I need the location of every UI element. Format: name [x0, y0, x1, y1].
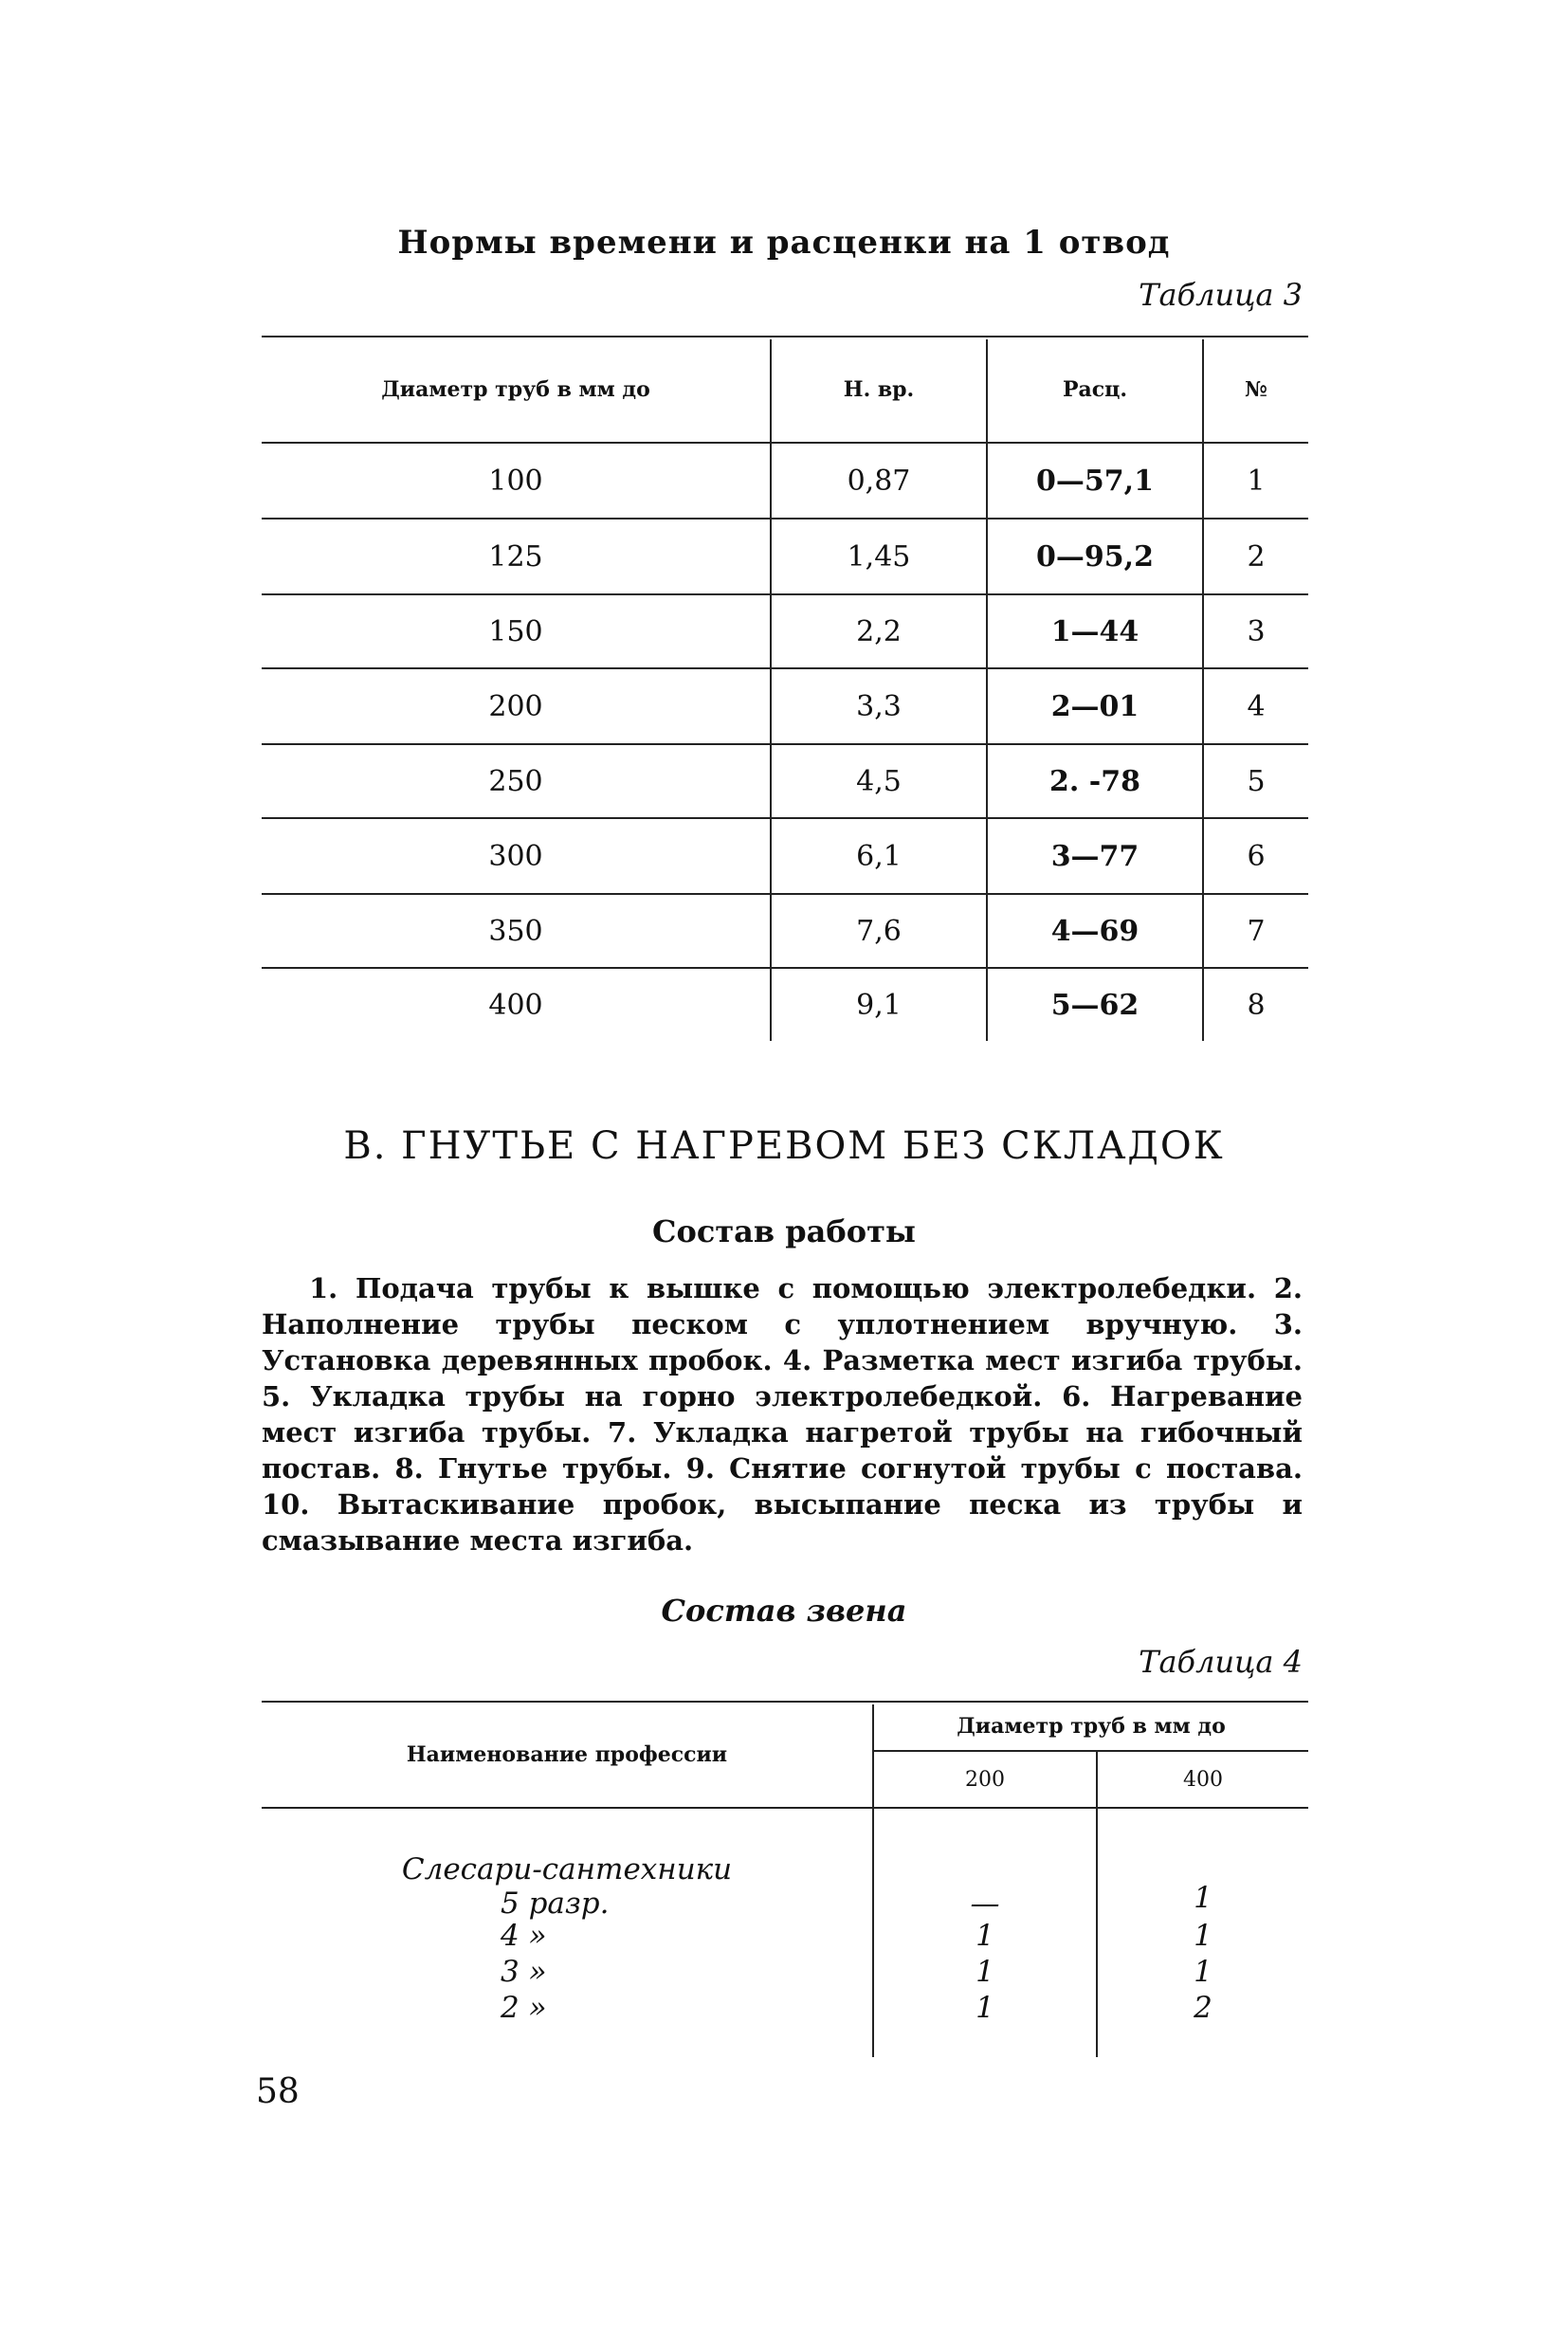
table3-header-diameter: Диаметр труб в мм до [381, 377, 650, 402]
table4-value: 1 [975, 1919, 994, 1953]
table4-profession: Слесари-сантехники [401, 1852, 733, 1886]
table3-cell: 100 [488, 464, 543, 498]
table3-cell: 150 [488, 614, 543, 648]
table4-value: 1 [975, 1955, 994, 1989]
table3-cell: 5—62 [1050, 988, 1140, 1022]
table4-title: Состав звена [661, 1593, 907, 1629]
table4-grade: 4 » [501, 1919, 547, 1953]
table3-header-rate: Расц. [1062, 377, 1128, 402]
table3-header-number: № [1245, 377, 1267, 402]
table3-cell: 1—44 [1050, 614, 1140, 648]
table3-cell: 7 [1247, 914, 1266, 948]
table3-cell: 7,6 [856, 914, 902, 948]
table3-cell: 8 [1247, 988, 1266, 1022]
table3-cell: 0—95,2 [1036, 539, 1154, 574]
table4-header-profession: Наименование профессии [406, 1742, 728, 1767]
table4-label: Таблица 4 [1139, 1644, 1303, 1680]
table3-cell: 4 [1247, 689, 1266, 723]
table3-cell: 6 [1247, 839, 1266, 873]
table3-cell: 5 [1247, 764, 1266, 798]
table4-header-200: 200 [965, 1767, 1005, 1792]
work-description: 1. Подача трубы к вышке с помощью электролебедки. 2. Наполнение трубы песком с уплотнением вручную. 3. Установка деревянных пробок. 4. Разметка мест изгиба трубы. 5. Укладка трубы на горно электролебедкой. 6. Нагревание мест изгиба трубы. 7. Укладка нагретой трубы на гибочный постав. 8. Гнутье трубы. 9. Снятие согнутой трубы с постава. 10. Вытаскивание пробок, высыпание песка из трубы и смазывание места изгиба. [262, 1272, 1303, 1557]
table3-cell: 0,87 [847, 464, 911, 498]
section-subtitle: Состав работы [652, 1213, 916, 1249]
section-title: В. ГНУТЬЕ С НАГРЕВОМ БЕЗ СКЛАДОК [343, 1124, 1225, 1168]
table4-grade: 5 разр. [501, 1886, 610, 1921]
table4-value: — [970, 1886, 1000, 1921]
table3-cell: 2—01 [1050, 689, 1140, 723]
table3-cell: 250 [488, 764, 543, 798]
table4-value: 1 [1194, 1919, 1212, 1953]
table3-cell: 4,5 [856, 764, 902, 798]
table4-value: 1 [1194, 1881, 1212, 1915]
table4-grade: 2 » [501, 1991, 547, 2025]
table3-cell: 300 [488, 839, 543, 873]
table4-header-400: 400 [1183, 1767, 1223, 1792]
table3-header-norm: Н. вр. [843, 377, 915, 402]
table4-value: 1 [1194, 1955, 1212, 1989]
table3-cell: 1 [1247, 464, 1266, 498]
table4-header-rule [262, 1807, 1308, 1809]
table3-cell: 9,1 [856, 988, 902, 1022]
table3-cell: 350 [488, 914, 543, 948]
table3-label: Таблица 3 [1139, 277, 1303, 313]
page-number: 58 [256, 2072, 300, 2111]
table3-title: Нормы времени и расценки на 1 отвод [397, 224, 1171, 262]
table3-cell: 2 [1247, 539, 1266, 574]
table3-cell: 3,3 [856, 689, 902, 723]
table3-cell: 125 [488, 539, 543, 574]
table3-cell: 0—57,1 [1036, 464, 1154, 498]
table4-header-diameter: Диаметр труб в мм до [957, 1714, 1226, 1739]
table3-cell: 6,1 [856, 839, 902, 873]
table3-cell: 4—69 [1050, 914, 1140, 948]
table4-value: 1 [975, 1991, 994, 2025]
table3-cell: 200 [488, 689, 543, 723]
table3-cell: 3—77 [1050, 839, 1140, 873]
table3-cell: 2,2 [856, 614, 902, 648]
table4-value: 2 [1194, 1991, 1212, 2025]
table3-cell: 3 [1247, 614, 1266, 648]
table3-cell: 400 [488, 988, 543, 1022]
table3-cell: 1,45 [847, 539, 911, 574]
table4-grade: 3 » [501, 1955, 547, 1989]
table3-cell: 2. -78 [1049, 764, 1140, 798]
